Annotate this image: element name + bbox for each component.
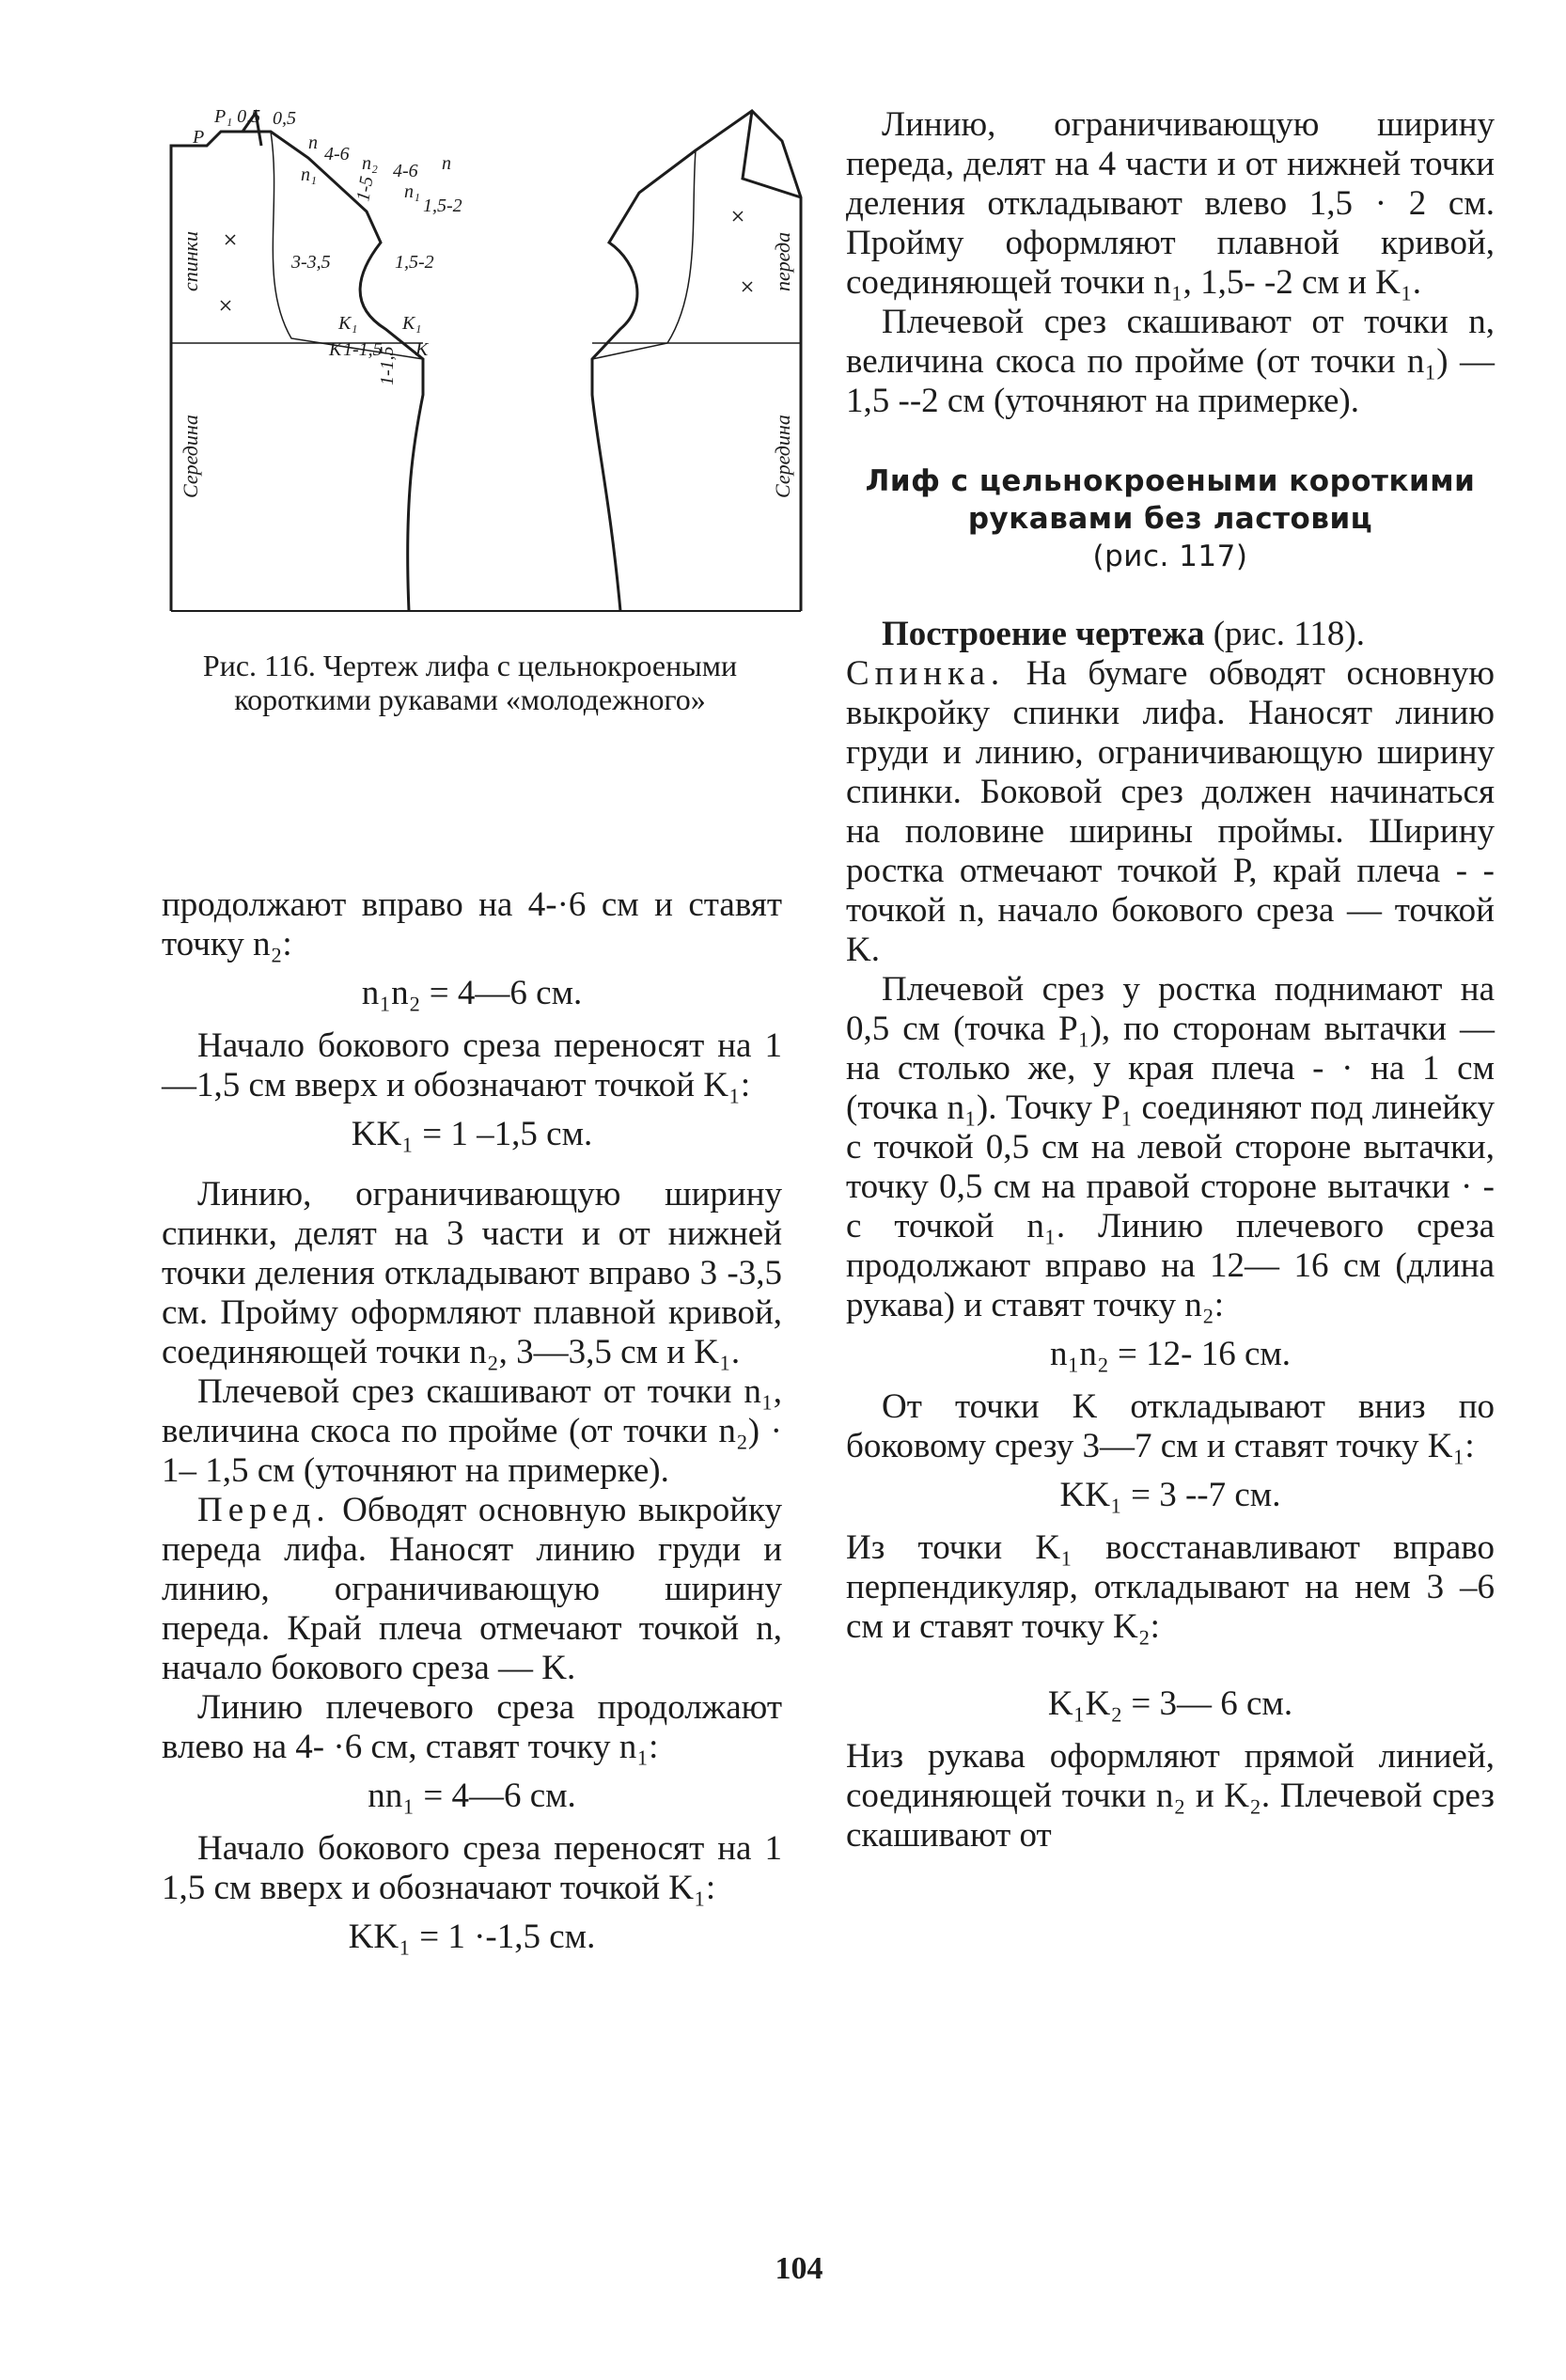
label-4-6-left: 4-6	[324, 144, 350, 164]
front-guide-line	[592, 150, 696, 359]
label-n1-left: n₁	[301, 164, 317, 185]
paragraph: Из точки K₁ восстанавливают вправо перпендикуляр, откладывают на нем 3 –6 см и ставят точку K₂:	[846, 1528, 1495, 1646]
label-15-2a: 1,5-2	[423, 196, 462, 216]
side-label-front-top: переда	[771, 231, 794, 291]
side-label-front-bottom: Середина	[771, 415, 794, 498]
label-1-15b: 1-1,5	[377, 346, 398, 385]
figure-caption: Рис. 116. Чертеж лифа с цельнокроеными короткими рукавами «молодежного»	[202, 649, 738, 716]
paragraph-text: На бумаге обводят основную выкройку спинки лифа. Наносят линию груди и линию, ограничивающую ширину спинки. Боковой срез должен начинаться на половине ширины проймы. Ширину ростка отмечают точкой P, край плеча - - точкой n, начало бокового среза — точкой K.	[846, 654, 1495, 969]
paragraph	[162, 1491, 782, 1688]
paragraph: продолжают вправо на 4-·6 см и ставят точку n₂:	[162, 885, 782, 963]
page-number: 104	[775, 2251, 823, 2286]
paragraph: Плечевой срез скашивают от точки n, величина скоса по пройме (от точки n₁) — 1,5 --2 см (уточняют на примерке).	[846, 303, 1495, 420]
label-1-15a: 1-1,5	[343, 339, 383, 360]
paragraph: Плечевой срез у ростка поднимают на 0,5 см (точка P₁), по сторонам вытачки — на столько же, у края плеча - · на 1 см (точка n₁). Точку P₁ соединяют под линейку с точкой 0,5 см на левой стороне вытачки, точку 0,5 см на правой стороне вытачки · - с точкой n₁. Линию плечевого среза продолжают вправо на 12— 16 см (длина рукава) и ставят точку n₂:	[846, 970, 1495, 1324]
formula: n₁n₂ = 12- 16 см.	[1049, 1335, 1292, 1373]
formula: nn₁ = 4—6 см.	[368, 1777, 576, 1815]
side-label-back-bottom: Середина	[179, 415, 202, 498]
label-n1-right: n₁	[404, 181, 420, 202]
paragraph-text: Обводят основную выкройку переда лифа. Наносят линию груди и линию, ограничивающую ширину переда. Край плеча отмечают точкой n, начало бокового среза — K.	[162, 1491, 782, 1687]
label-p: P	[193, 127, 205, 148]
paragraph	[846, 654, 1495, 970]
bold-lead: Построение чертежа	[882, 615, 1205, 653]
paragraph	[846, 615, 1495, 654]
section-label-front: Перед.	[197, 1491, 331, 1529]
side-label-back-top: спинки	[179, 231, 202, 291]
paragraph: Линию плечевого среза продолжают влево на 4- ·6 см, ставят точку n₁:	[162, 1688, 782, 1766]
formula: KK₁ = 3 --7 см.	[1059, 1476, 1281, 1514]
paragraph: Начало бокового среза переносят на 1 1,5 см вверх и обозначают точкой K₁:	[162, 1829, 782, 1907]
label-k1-right: K₁	[402, 313, 422, 334]
section-heading: Лиф с цельнокроеными короткими рукавами без ластовиц	[865, 464, 1476, 536]
paragraph: Плечевой срез скашивают от точки n₁, величина скоса по пройме (от точки n₂) · 1– 1,5 см (уточняют на примерке).	[162, 1372, 782, 1490]
paragraph: Линию, ограничивающую ширину спинки, делят на 3 части и от нижней точки деления откладывают вправо 3 -3,5 см. Пройму оформляют плавной кривой, соединяющей точки n₂, 3—3,5 см и K₁.	[162, 1175, 782, 1371]
label-p1: P₁ 0,5	[214, 106, 261, 127]
label-k-right: K	[415, 339, 429, 360]
label-k-left: K	[329, 339, 342, 360]
formula: KK₁ = 1 ·-1,5 см.	[348, 1918, 596, 1956]
paragraph-text: (рис. 118).	[1204, 615, 1365, 653]
paragraph: Начало бокового среза переносят на 1—1,5 см вверх и обозначают точкой K₁:	[162, 1026, 782, 1104]
section-label-back: Спинка.	[846, 654, 1006, 693]
label-top-05: 0,5	[273, 108, 296, 129]
left-column	[162, 885, 782, 1970]
label-n2-left: n₂	[362, 153, 378, 174]
front-neck-line	[743, 111, 801, 197]
label-3-35: 3-3,5	[291, 252, 331, 273]
label-k1-left: K₁	[338, 313, 358, 334]
paragraph: Низ рукава оформляют прямой линией, соединяющей точки n₂ и K₂. Плечевой срез скашивают от	[846, 1737, 1495, 1855]
right-column	[846, 105, 1495, 1855]
label-4-6-right: 4-6	[393, 161, 418, 181]
label-n-left: n	[308, 133, 318, 153]
formula: KK₁ = 1 –1,5 см.	[351, 1115, 593, 1153]
label-15-2b: 1,5-2	[395, 252, 434, 273]
paragraph: Линию, ограничивающую ширину переда, делят на 4 части и от нижней точки деления откладывают влево 1,5 · 2 см. Пройму оформляют плавной кривой, соединяющей точки n₁, 1,5- -2 см и K₁.	[846, 105, 1495, 302]
paragraph: От точки K откладывают вниз по боковому срезу 3—7 см и ставят точку K₁:	[846, 1387, 1495, 1465]
pattern-drawing	[169, 103, 804, 616]
formula: n₁n₂ = 4—6 см.	[361, 974, 583, 1012]
formula: K₁K₂ = 3— 6 см.	[1047, 1684, 1293, 1723]
label-n-right: n	[442, 153, 451, 174]
section-heading-ref: (рис. 117)	[1092, 540, 1248, 573]
label-1-5: 1-5	[352, 174, 378, 203]
